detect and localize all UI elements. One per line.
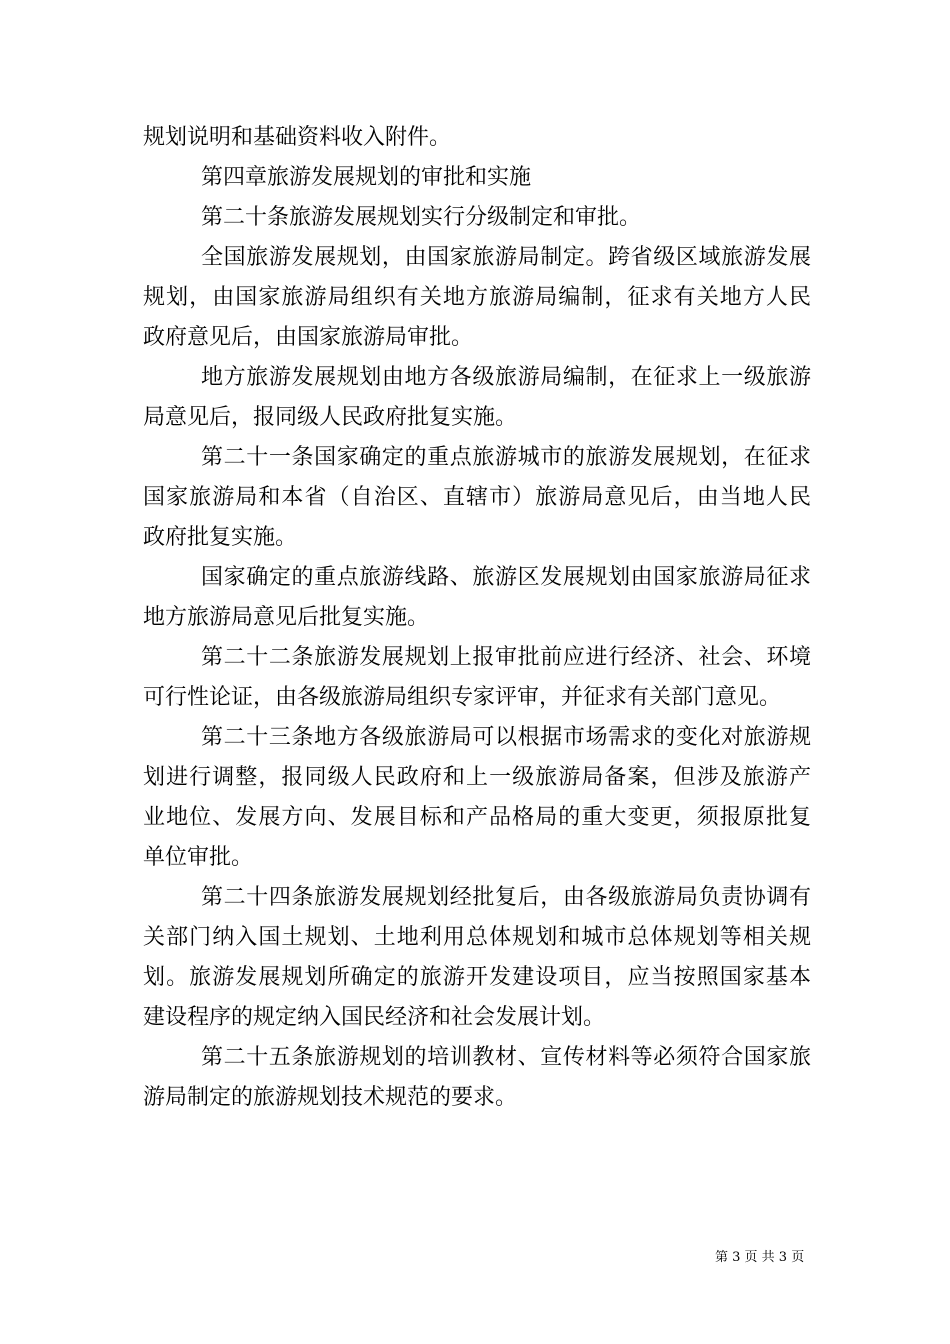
body-line: 国家确定的重点旅游线路、旅游区发展规划由国家旅游局征求	[201, 565, 811, 590]
body-line: 单位审批。	[143, 845, 254, 870]
body-line: 业地位、发展方向、发展目标和产品格局的重大变更，须报原批复	[143, 805, 811, 830]
body-line: 地方旅游局意见后批复实施。	[143, 605, 430, 630]
body-line: 地方旅游发展规划由地方各级旅游局编制，在征求上一级旅游	[201, 365, 811, 390]
page-number-footer: 第 3 页 共 3 页	[715, 1250, 805, 1265]
body-line: 建设程序的规定纳入国民经济和社会发展计划。	[143, 1005, 606, 1030]
body-line: 第二十四条旅游发展规划经批复后，由各级旅游局负责协调有	[201, 885, 811, 910]
body-line: 第二十条旅游发展规划实行分级制定和审批。	[201, 205, 642, 230]
body-line: 第二十一条国家确定的重点旅游城市的旅游发展规划，在征求	[201, 445, 811, 470]
body-line: 政府意见后，由国家旅游局审批。	[143, 325, 474, 350]
body-line: 规划说明和基础资料收入附件。	[143, 125, 452, 150]
body-line: 游局制定的旅游规划技术规范的要求。	[143, 1085, 518, 1110]
body-line: 第二十三条地方各级旅游局可以根据市场需求的变化对旅游规	[201, 725, 811, 750]
body-line: 国家旅游局和本省（自治区、直辖市）旅游局意见后，由当地人民	[143, 485, 811, 510]
body-line: 可行性论证，由各级旅游局组织专家评审，并征求有关部门意见。	[143, 685, 782, 710]
document-body	[143, 118, 811, 1118]
body-line: 划进行调整，报同级人民政府和上一级旅游局备案，但涉及旅游产	[143, 765, 811, 790]
chapter-heading: 第四章旅游发展规划的审批和实施	[201, 165, 532, 190]
body-line: 划。旅游发展规划所确定的旅游开发建设项目，应当按照国家基本	[143, 965, 811, 990]
body-line: 政府批复实施。	[143, 525, 298, 550]
body-line: 关部门纳入国土规划、土地利用总体规划和城市总体规划等相关规	[143, 925, 811, 950]
body-line: 第二十五条旅游规划的培训教材、宣传材料等必须符合国家旅	[201, 1045, 811, 1070]
body-line: 全国旅游发展规划，由国家旅游局制定。跨省级区域旅游发展	[201, 245, 811, 270]
body-line: 局意见后，报同级人民政府批复实施。	[143, 405, 518, 430]
body-line: 第二十二条旅游发展规划上报审批前应进行经济、社会、环境	[201, 645, 811, 670]
body-line: 规划，由国家旅游局组织有关地方旅游局编制，征求有关地方人民	[143, 285, 811, 310]
